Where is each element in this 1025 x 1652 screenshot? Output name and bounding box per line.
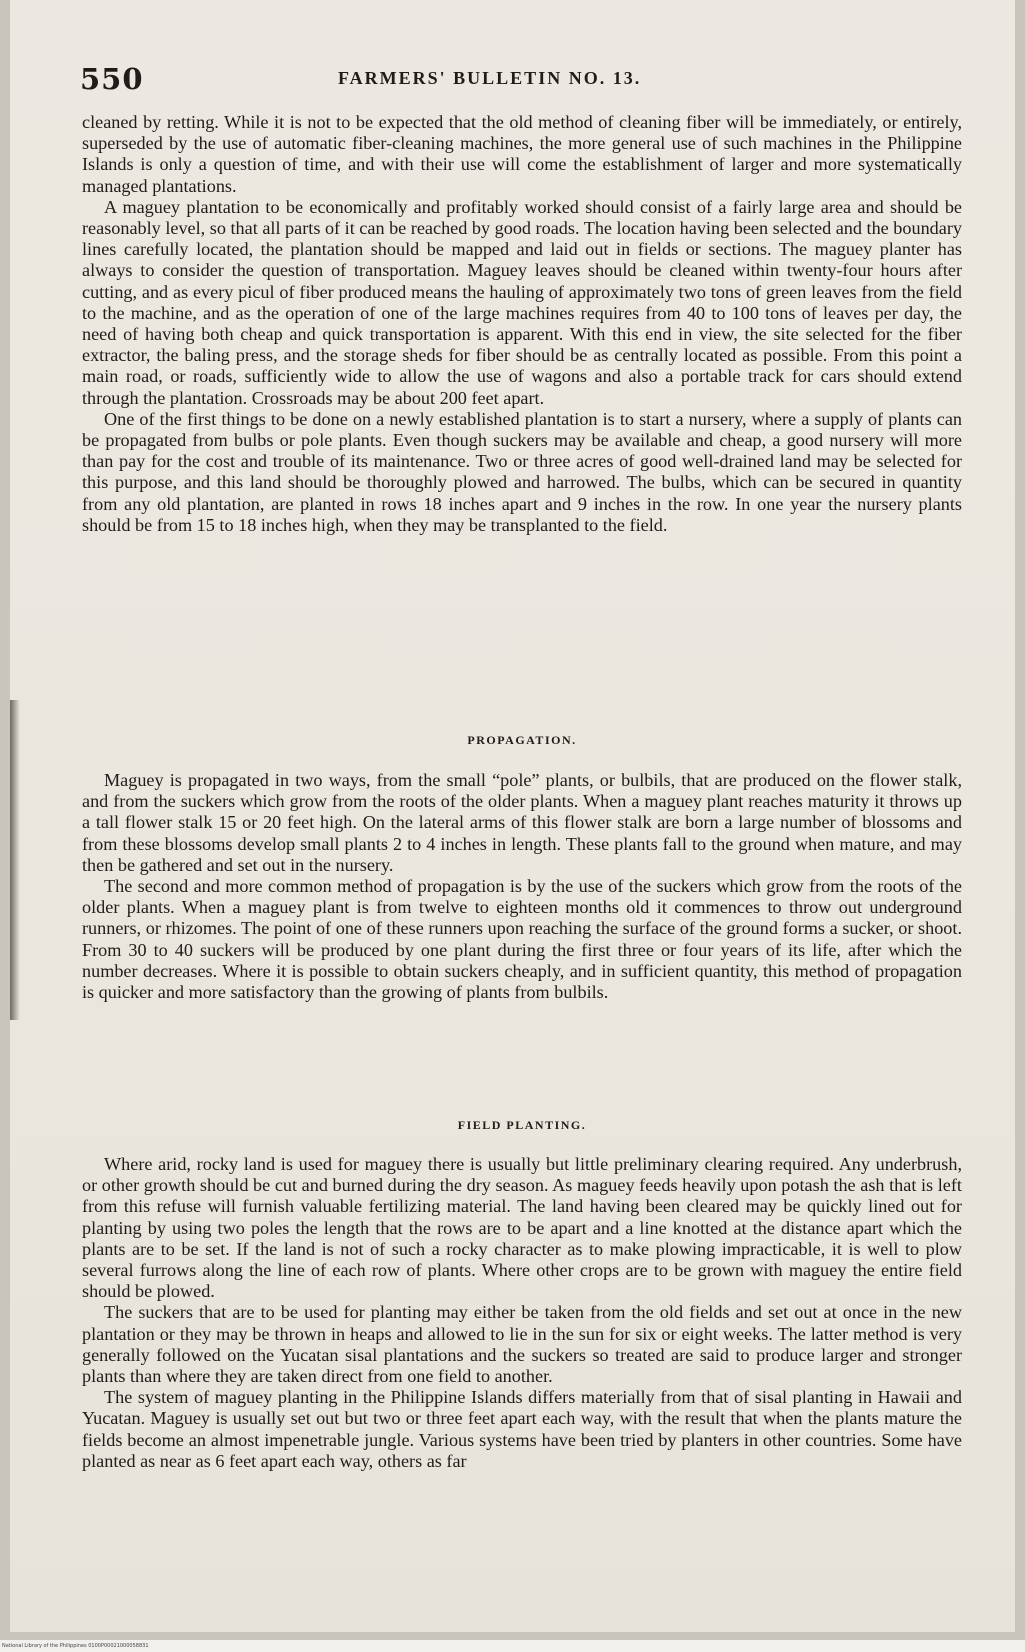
paragraph: The system of maguey planting in the Philippine Islands differs materially from that of sisal planting in Hawaii and Yucatan. Maguey is usually set out but two or three feet apart each way, with the result that when the plants mature the fields become an almost impenetrable jungle. Various systems have been tried by planters in other countries. Some have planted as near as 6 feet apart each way, others as far [82, 1387, 962, 1471]
propagation-section [82, 770, 962, 1003]
paragraph: One of the first things to be done on a newly established plantation is to start a nursery, where a supply of plants can be propagated from bulbs or pole plants. Even though suckers may be available and cheap, a good nursery will more than pay for the cost and trouble of its maintenance. Two or three acres of good well-drained land may be selected for this purpose, and this land should be thoroughly plowed and harrowed. The bulbs, which can be secured in quantity from any old plantation, are planted in rows 18 inches apart and 9 inches in the row. In one year the nursery plants should be from 15 to 18 inches high, when they may be transplanted to the field. [82, 408, 962, 535]
field-planting-section [82, 1154, 962, 1472]
paragraph: Maguey is propagated in two ways, from the small “pole” plants, or bulbils, that are produced on the flower stalk, and from the suckers which grow from the roots of the older plants. When a maguey plant reaches maturity it throws up a tall flower stalk 15 or 20 feet high. On the lateral arms of this flower stalk are born a large number of blossoms and from these blossoms develop small plants 2 to 4 inches in length. These plants fall to the ground when mature, and may then be gathered and set out in the nursery. [82, 770, 962, 875]
paragraph: The suckers that are to be used for planting may either be taken from the old fields and set out at once in the new plantation or they may be thrown in heaps and allowed to lie in the sun for six or eight weeks. The latter method is very generally followed on the Yucatan sisal plantations and the suckers so treated are said to produce larger and stronger plants than where they are taken direct from one field to another. [82, 1302, 962, 1387]
paragraph: The second and more common method of propagation is by the use of the suckers which grow from the roots of the older plants. When a maguey plant is from twelve to eighteen months old it commences to throw out underground runners, or rhizomes. The point of one of these runners upon reaching the surface of the ground forms a sucker, or shoot. From 30 to 40 suckers will be produced by one plant during the first three or four years of its life, after which the number decreases. Where it is possible to obtain suckers cheaply, and in sufficient quantity, this method of propagation is quicker and more satisfactory than the growing of plants from bulbils. [82, 876, 962, 1003]
intro-section [82, 112, 962, 536]
page-edge-shadow [10, 700, 20, 1020]
section-heading-propagation: PROPAGATION. [467, 733, 577, 747]
page-header [68, 60, 968, 100]
archive-footer [0, 1640, 1025, 1652]
page-number: 550 [80, 62, 144, 96]
paragraph: cleaned by retting. While it is not to be expected that the old method of cleaning fiber will be immediately, or entirely, superseded by the use of automatic fiber-cleaning machines, the more general use of such machines in the Philippine Islands is only a question of time, and with their use will come the establishment of larger and more systematically managed plantations. [82, 112, 962, 196]
paragraph: Where arid, rocky land is used for maguey there is usually but little preliminary clearing required. Any underbrush, or other growth should be cut and burned during the dry season. As maguey feeds heavily upon potash the ash that is left from this refuse will furnish valuable fertilizing material. The land having been cleared may be quickly lined out for planting by using two poles the length that the rows are to be apart and a line knotted at the distance apart which the plants are to be set. If the land is not of such a rocky character as to make plowing impracticable, it is well to plow several furrows along the line of each row of plants. Where other crops are to be grown with maguey the entire field should be plowed. [82, 1154, 962, 1302]
paragraph: A maguey plantation to be economically and profitably worked should consist of a fairly large area and should be reasonably level, so that all parts of it can be reached by good roads. The location having been selected and the boundary lines carefully located, the plantation should be mapped and laid out in fields or sections. The maguey planter has always to consider the question of transportation. Maguey leaves should be cleaned within twenty-four hours after cutting, and as every picul of fiber produced means the hauling of approximately two tons of green leaves from the field to the machine, and as the operation of one of the large machines requires from 40 to 100 tons of leaves per day, the need of having both cheap and quick transportation is apparent. With this end in view, the site selected for the fiber extractor, the baling press, and the storage sheds for fiber should be as centrally located as possible. From this point a main road, or roads, sufficiently wide to allow the use of wagons and also a portable track for cars should extend through the plantation. Crossroads may be about 200 feet apart. [82, 196, 962, 408]
running-title: FARMERS' BULLETIN NO. 13. [338, 68, 642, 88]
archive-footer-text: National Library of the Philippines 0100P00021000058831 [2, 1643, 149, 1649]
scanned-page [10, 0, 1015, 1632]
section-heading-field-planting: FIELD PLANTING. [457, 1118, 587, 1132]
